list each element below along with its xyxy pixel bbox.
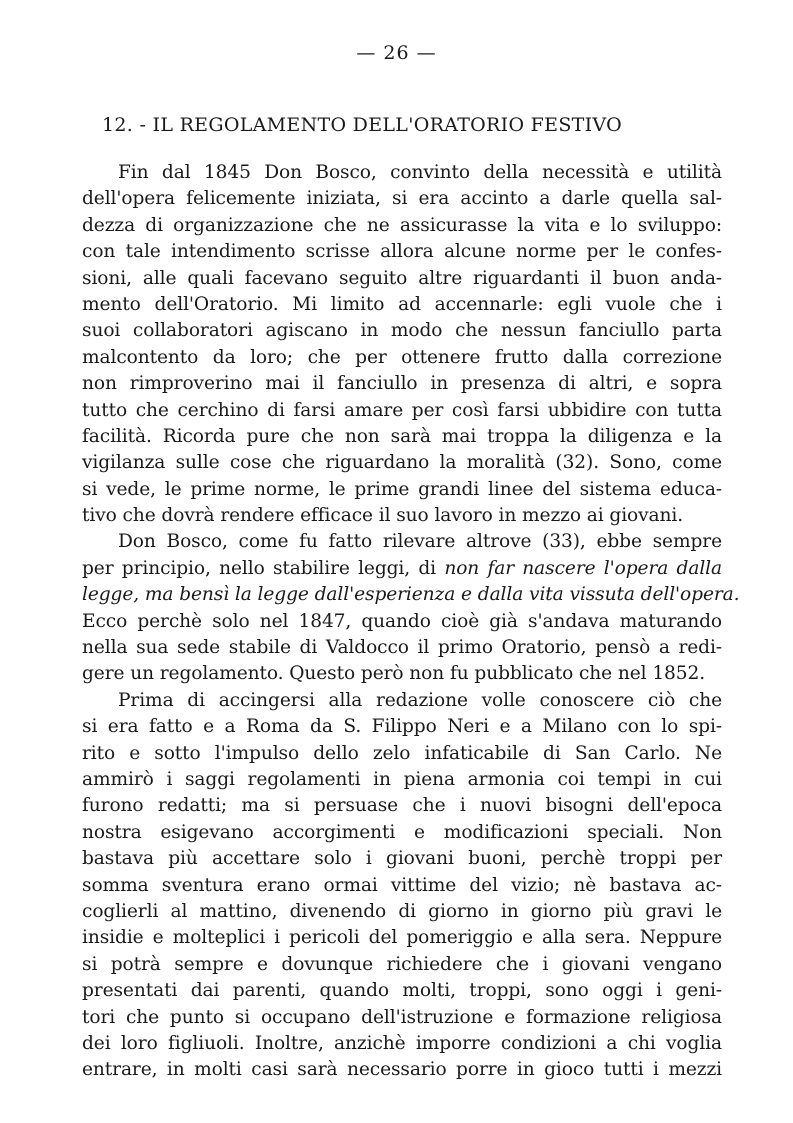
text-line: ammirò i saggi regolamenti in piena armonia coi tempi in cui — [82, 768, 722, 790]
text-span: per principio, nello stabilire leggi, di — [82, 557, 445, 579]
text-line: Fin dal 1845 Don Bosco, convinto della necessità e utilità — [118, 162, 722, 183]
paragraph — [82, 529, 740, 687]
italic-quote: non far nascere l'opera dalla — [444, 557, 722, 579]
paragraph — [82, 688, 722, 1084]
text-line: dezza di organizzazione che ne assicurasse la vita e lo sviluppo: — [82, 214, 722, 236]
text-line: mento dell'Oratorio. Mi limito ad accennarle: egli vuole che i — [82, 293, 722, 315]
text-line — [82, 556, 722, 582]
text-line: tivo che dovrà rendere efficace il suo lavoro in mezzo ai giovani. — [82, 505, 684, 527]
text-line: furono redatti; ma si persuase che i nuovi bisogni dell'epoca — [82, 795, 722, 817]
text-line: Ecco perchè solo nel 1847, quando cioè già s'andava maturando — [82, 610, 722, 632]
text-line: si vede, le prime norme, le prime grandi linee del sistema educa- — [82, 478, 722, 500]
section-heading: 12. - IL REGOLAMENTO DELL'ORATORIO FESTIVO — [102, 114, 622, 136]
text-line: nella sua sede stabile di Valdocco il primo Oratorio, pensò a redi- — [82, 637, 722, 659]
text-line: non rimproverino mai il fanciullo in presenza di altri, e sopra — [82, 373, 722, 395]
text-line: con tale intendimento scrisse allora alcune norme per le confes- — [82, 241, 722, 263]
text-line: dei loro figliuoli. Inoltre, anzichè imporre condizioni a chi voglia — [82, 1032, 722, 1054]
text-line — [82, 582, 740, 608]
text-line: insidie e molteplici i pericoli del pomeriggio e alla sera. Neppure — [82, 927, 722, 949]
text-line: malcontento da loro; che per ottenere frutto dalla correzione — [82, 346, 722, 368]
body-text — [82, 160, 740, 1084]
text-line: nostra esigevano accorgimenti e modificazioni speciali. Non — [82, 821, 722, 843]
text-line: somma sventura erano ormai vittime del vizio; nè bastava ac- — [82, 874, 722, 896]
text-line: entrare, in molti casi sarà necessario porre in gioco tutti i mezzi — [82, 1059, 722, 1081]
text-line: gere un regolamento. Questo però non fu pubblicato che nel 1852. — [82, 663, 706, 685]
text-line: coglierli al mattino, divenendo di giorno in giorno più gravi le — [82, 900, 722, 922]
text-line: dell'opera felicemente iniziata, si era accinto a darle quella sal- — [82, 188, 722, 210]
text-line: vigilanza sulle cose che riguardano la moralità (32). Sono, come — [82, 452, 722, 474]
text-line: sioni, alle quali facevano seguito altre riguardanti il buon anda- — [82, 267, 722, 289]
italic-quote: legge, ma bensì la legge dall'esperienza e dalla vita vissuta dell'opera. — [82, 584, 740, 606]
text-line: presentati dai parenti, quando molti, troppi, sono oggi i geni- — [82, 980, 722, 1002]
text-line: Prima di accingersi alla redazione volle conoscere ciò che — [118, 689, 722, 711]
text-line: Don Bosco, come fu fatto rilevare altrove (33), ebbe sempre — [118, 531, 722, 553]
text-line: si potrà sempre e dovunque richiedere che i giovani vengano — [82, 953, 722, 975]
text-line: si era fatto e a Roma da S. Filippo Neri e a Milano con lo spi- — [82, 716, 722, 738]
text-line: rito e sotto l'impulso dello zelo infaticabile di San Carlo. Ne — [82, 742, 722, 764]
text-line: suoi collaboratori agiscano in modo che nessun fanciullo parta — [82, 320, 722, 342]
page-number: — 26 — — [356, 42, 437, 64]
text-line: bastava più accettare solo i giovani buoni, perchè troppi per — [82, 848, 722, 870]
text-line: facilità. Ricorda pure che non sarà mai troppa la diligenza e la — [82, 425, 722, 447]
paragraph — [82, 160, 722, 529]
text-line: tori che punto si occupano dell'istruzione e formazione religiosa — [82, 1006, 722, 1028]
text-line: tutto che cerchino di farsi amare per così farsi ubbidire con tutta — [82, 399, 722, 421]
